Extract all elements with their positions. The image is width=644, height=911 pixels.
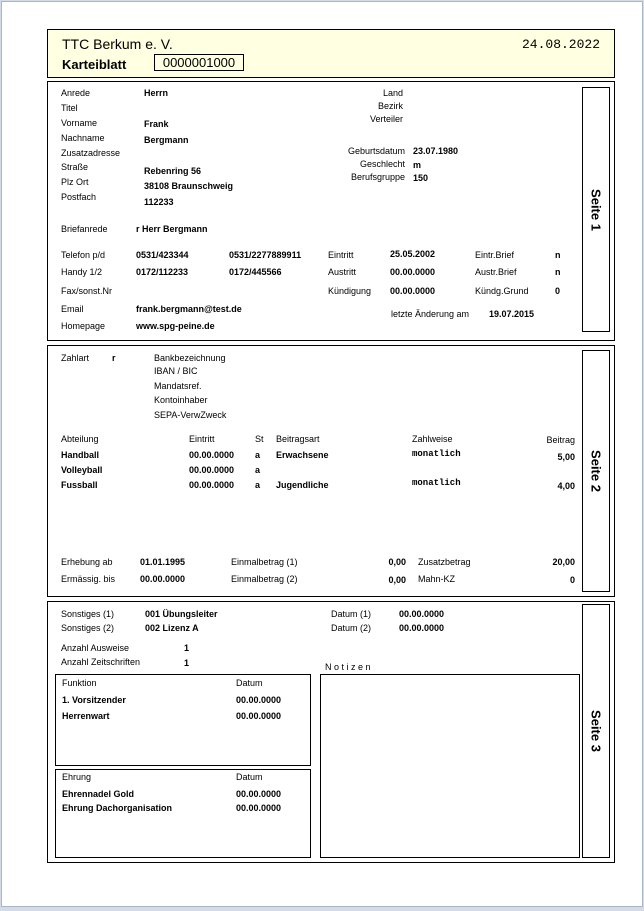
col-st: St	[255, 434, 264, 444]
label-fax: Fax/sonst.Nr	[61, 286, 113, 296]
label-bankbezeichnung: Bankbezeichnung	[154, 353, 226, 363]
value-handy-1: 0172/112233	[136, 267, 189, 277]
section-seite-2	[47, 345, 615, 597]
label-austr-brief: Austr.Brief	[475, 267, 517, 277]
label-kuendigung: Kündigung	[328, 286, 372, 296]
label-geburtsdatum: Geburtsdatum	[347, 146, 405, 156]
value-kuendigung: 00.00.0000	[390, 286, 436, 296]
label-eintr-brief: Eintr.Brief	[475, 250, 515, 260]
label-berufsgruppe: Berufsgruppe	[350, 172, 405, 182]
label-geschlecht: Geschlecht	[359, 159, 405, 169]
value-email: frank.bergmann@test.de	[136, 304, 242, 314]
label-mahn-kz: Mahn-KZ	[418, 574, 456, 584]
ehrung-header: Ehrung	[62, 772, 92, 782]
value-strasse: Rebenring 56	[144, 166, 202, 176]
row-3-zahlweise: monatlich	[412, 478, 461, 488]
value-zusatzbetrag: 20,00	[552, 557, 575, 567]
value-geschlecht: m	[413, 160, 422, 170]
org-name: TTC Berkum e. V.	[62, 36, 173, 52]
label-erhebung-ab: Erhebung ab	[61, 557, 113, 567]
label-email: Email	[61, 304, 84, 314]
label-austritt: Austritt	[328, 267, 357, 277]
value-plz-ort: 38108 Braunschweig	[144, 181, 234, 191]
value-zahlart: r	[112, 353, 116, 363]
row-3-eintritt: 00.00.0000	[189, 480, 235, 490]
value-anzahl-zeitschriften: 1	[184, 658, 190, 668]
value-handy-2: 0172/445566	[229, 267, 282, 277]
ehrung-datum-header: Datum	[236, 772, 263, 782]
ehrung-row-2-datum: 00.00.0000	[236, 803, 282, 813]
funktion-header: Funktion	[62, 678, 97, 688]
ehrung-row-1-name: Ehrennadel Gold	[62, 789, 135, 799]
label-land: Land	[382, 88, 403, 98]
section-seite-1	[47, 81, 615, 341]
label-vorname: Vorname	[61, 118, 98, 128]
label-kontoinhaber: Kontoinhaber	[154, 395, 208, 405]
tab-seite-1: Seite 1	[582, 87, 610, 332]
section-seite-3	[47, 601, 615, 863]
row-3-beitragsart: Jugendliche	[276, 480, 329, 490]
page-title: Karteiblatt	[62, 57, 127, 72]
row-3-st: a	[255, 480, 261, 490]
funktion-row-1-name: 1. Vorsitzender	[62, 695, 126, 705]
row-1-eintritt: 00.00.0000	[189, 450, 235, 460]
value-briefanrede: r Herr Bergmann	[136, 224, 208, 234]
value-eintr-brief: n	[555, 250, 561, 260]
tab-seite-2: Seite 2	[582, 350, 610, 592]
label-zusatzadresse: Zusatzadresse	[61, 148, 121, 158]
member-number-field: 0000001000	[154, 54, 244, 71]
label-notizen: N o t i z e n	[325, 662, 371, 672]
notizen-box	[320, 674, 580, 858]
value-sonstiges-1: 001 Übungsleiter	[145, 609, 218, 619]
label-einmalbetrag-1: Einmalbetrag (1)	[231, 557, 298, 567]
label-titel: Titel	[61, 103, 78, 113]
label-anzahl-zeitschriften: Anzahl Zeitschriften	[61, 657, 141, 667]
label-einmalbetrag-2: Einmalbetrag (2)	[231, 574, 298, 584]
value-mahn-kz: 0	[569, 575, 575, 585]
tab-seite-3: Seite 3	[582, 604, 610, 858]
funktion-box	[55, 674, 311, 766]
label-sonstiges-2: Sonstiges (2)	[61, 623, 115, 633]
value-sonstiges-2: 002 Lizenz A	[145, 623, 199, 633]
value-datum-2: 00.00.0000	[399, 623, 445, 633]
value-anzahl-ausweise: 1	[184, 643, 190, 653]
value-geburtsdatum: 23.07.1980	[413, 146, 459, 156]
ehrung-row-1-datum: 00.00.0000	[236, 789, 282, 799]
value-austritt: 00.00.0000	[390, 267, 436, 277]
row-3-beitrag: 4,00	[557, 481, 575, 491]
value-homepage: www.spg-peine.de	[136, 321, 215, 331]
label-letzte-aenderung: letzte Änderung am	[391, 309, 470, 319]
value-telefon-dienst: 0531/2277889911	[229, 250, 302, 260]
label-ermaessig-bis: Ermässig. bis	[61, 574, 116, 584]
label-nachname: Nachname	[61, 133, 105, 143]
label-kuendg-grund: Kündg.Grund	[475, 286, 529, 296]
label-iban-bic: IBAN / BIC	[154, 366, 198, 376]
ehrung-row-2-name: Ehrung Dachorganisation	[62, 803, 173, 813]
col-eintritt: Eintritt	[189, 434, 215, 444]
value-ermaessig-bis: 00.00.0000	[140, 574, 186, 584]
label-handy: Handy 1/2	[61, 267, 103, 277]
label-eintritt: Eintritt	[328, 250, 354, 260]
funktion-row-2-datum: 00.00.0000	[236, 711, 282, 721]
col-beitrag: Beitrag	[546, 435, 575, 445]
row-1-beitragsart: Erwachsene	[276, 450, 329, 460]
label-postfach: Postfach	[61, 192, 97, 202]
value-anrede: Herrn	[144, 88, 169, 98]
label-datum-2: Datum (2)	[331, 623, 372, 633]
value-vorname: Frank	[144, 119, 169, 129]
ehrung-box	[55, 769, 311, 858]
value-austr-brief: n	[555, 267, 561, 277]
row-1-zahlweise: monatlich	[412, 449, 461, 459]
col-abteilung: Abteilung	[61, 434, 99, 444]
value-einmalbetrag-2: 0,00	[388, 575, 406, 585]
label-zahlart: Zahlart	[61, 353, 90, 363]
funktion-row-2-name: Herrenwart	[62, 711, 110, 721]
value-kuendg-grund: 0	[555, 286, 561, 296]
row-2-eintritt: 00.00.0000	[189, 465, 235, 475]
row-3-abteilung: Fussball	[61, 480, 98, 490]
col-beitragsart: Beitragsart	[276, 434, 320, 444]
label-anrede: Anrede	[61, 88, 91, 98]
row-2-st: a	[255, 465, 261, 475]
label-briefanrede: Briefanrede	[61, 224, 108, 234]
print-date: 24.08.2022	[521, 37, 600, 52]
label-telefon: Telefon p/d	[61, 250, 106, 260]
header-panel	[47, 29, 615, 78]
label-plz-ort: Plz Ort	[61, 177, 89, 187]
value-datum-1: 00.00.0000	[399, 609, 445, 619]
value-erhebung-ab: 01.01.1995	[140, 557, 186, 567]
value-letzte-aenderung: 19.07.2015	[489, 309, 535, 319]
value-telefon-privat: 0531/423344	[136, 250, 189, 260]
label-bezirk: Bezirk	[377, 101, 403, 111]
label-anzahl-ausweise: Anzahl Ausweise	[61, 643, 130, 653]
label-strasse: Straße	[61, 162, 89, 172]
label-sepa-verwzweck: SEPA-VerwZweck	[154, 410, 227, 420]
label-mandatsref: Mandatsref.	[154, 381, 202, 391]
funktion-datum-header: Datum	[236, 678, 263, 688]
col-zahlweise: Zahlweise	[412, 434, 453, 444]
row-1-abteilung: Handball	[61, 450, 100, 460]
value-postfach: 112233	[144, 197, 174, 207]
value-nachname: Bergmann	[144, 135, 189, 145]
value-berufsgruppe: 150	[413, 173, 429, 183]
row-1-st: a	[255, 450, 261, 460]
label-sonstiges-1: Sonstiges (1)	[61, 609, 115, 619]
label-datum-1: Datum (1)	[331, 609, 372, 619]
karteiblatt-sheet	[1, 1, 643, 907]
label-homepage: Homepage	[61, 321, 106, 331]
funktion-row-1-datum: 00.00.0000	[236, 695, 282, 705]
value-einmalbetrag-1: 0,00	[388, 557, 406, 567]
row-2-abteilung: Volleyball	[61, 465, 103, 475]
label-zusatzbetrag: Zusatzbetrag	[418, 557, 471, 567]
label-verteiler: Verteiler	[369, 114, 403, 124]
row-1-beitrag: 5,00	[557, 452, 575, 462]
value-eintritt: 25.05.2002	[390, 249, 436, 259]
